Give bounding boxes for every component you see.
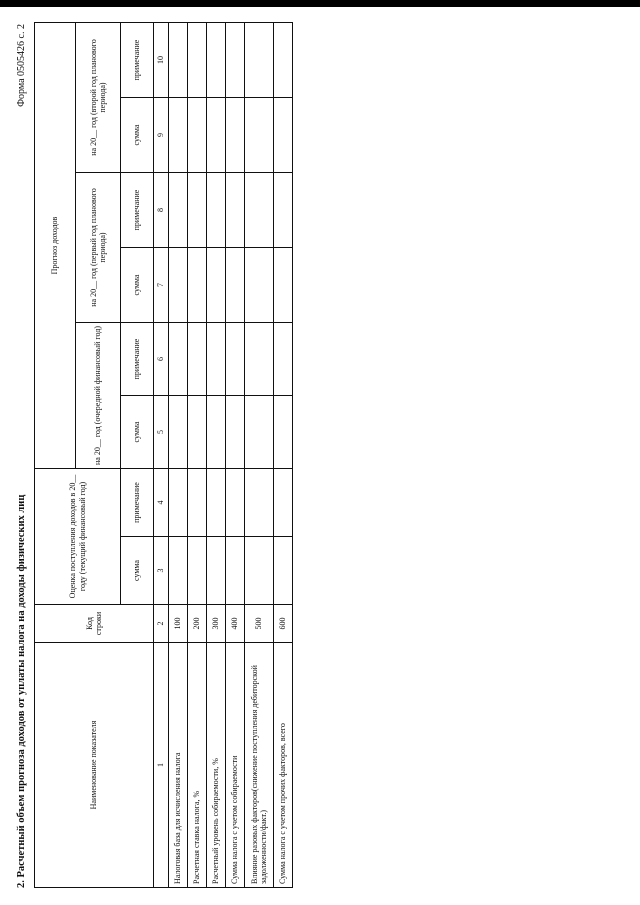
header-sum: сумма [121, 537, 154, 605]
table-row [245, 23, 274, 888]
row-code: 200 [188, 605, 207, 643]
header-sum: сумма [121, 396, 154, 469]
header-note: примечание [121, 469, 154, 537]
empty-cell [226, 23, 245, 98]
empty-cell [245, 469, 274, 537]
empty-cell [188, 98, 207, 173]
empty-cell [207, 323, 226, 396]
column-number: 5 [154, 396, 169, 469]
empty-cell [188, 323, 207, 396]
empty-cell [245, 396, 274, 469]
row-name: Расчетная ставка налога, % [188, 643, 207, 888]
column-number: 9 [154, 98, 169, 173]
empty-cell [169, 98, 188, 173]
empty-cell [274, 396, 293, 469]
header-forecast: Прогноз доходов [35, 23, 76, 469]
empty-cell [188, 173, 207, 248]
row-name: Сумма налога с учетом собираемости [226, 643, 245, 888]
header-year1: на 20__ год (очередной финансовый год) [76, 323, 121, 469]
empty-cell [169, 23, 188, 98]
empty-cell [207, 173, 226, 248]
empty-cell [188, 469, 207, 537]
header-name: Наименование показателя [35, 643, 154, 888]
empty-cell [169, 537, 188, 605]
header-note: примечание [121, 23, 154, 98]
empty-cell [274, 23, 293, 98]
row-name: Налоговая база для исчисления налога [169, 643, 188, 888]
table-row [169, 23, 188, 888]
column-number: 4 [154, 469, 169, 537]
rotated-form-page [12, 16, 612, 896]
forecast-table [34, 22, 293, 888]
header-estimate: Оценка поступления доходов в 20__ году (текущий финансовый год) [35, 469, 121, 605]
empty-cell [188, 23, 207, 98]
empty-cell [245, 537, 274, 605]
header-note: примечание [121, 323, 154, 396]
row-name: Расчетный уровень собираемости, % [207, 643, 226, 888]
row-code: 600 [274, 605, 293, 643]
empty-cell [169, 396, 188, 469]
empty-cell [226, 98, 245, 173]
empty-cell [274, 469, 293, 537]
column-number: 6 [154, 323, 169, 396]
empty-cell [274, 173, 293, 248]
empty-cell [207, 23, 226, 98]
empty-cell [207, 98, 226, 173]
empty-cell [226, 396, 245, 469]
header-row-1 [35, 23, 76, 888]
column-number: 3 [154, 537, 169, 605]
empty-cell [245, 248, 274, 323]
column-number: 7 [154, 248, 169, 323]
empty-cell [274, 537, 293, 605]
header-code: Код строки [35, 605, 154, 643]
top-border-bar [0, 0, 640, 7]
table-row [226, 23, 245, 888]
table-row [274, 23, 293, 888]
empty-cell [188, 537, 207, 605]
row-code: 300 [207, 605, 226, 643]
header-note: примечание [121, 173, 154, 248]
empty-cell [245, 98, 274, 173]
header-year3: на 20__ год (второй год планового периода) [76, 23, 121, 173]
empty-cell [169, 469, 188, 537]
column-number-row [154, 23, 169, 888]
empty-cell [169, 248, 188, 323]
empty-cell [226, 537, 245, 605]
empty-cell [207, 537, 226, 605]
row-code: 400 [226, 605, 245, 643]
section-title: 2. Расчетный объем прогноза доходов от уплаты налога на доходы физических лиц [16, 494, 27, 888]
table-row [207, 23, 226, 888]
header-sum: сумма [121, 248, 154, 323]
empty-cell [274, 248, 293, 323]
row-code: 500 [245, 605, 274, 643]
empty-cell [226, 323, 245, 396]
empty-cell [169, 173, 188, 248]
column-number: 8 [154, 173, 169, 248]
empty-cell [245, 173, 274, 248]
empty-cell [207, 469, 226, 537]
empty-cell [226, 469, 245, 537]
empty-cell [207, 396, 226, 469]
header-sum: сумма [121, 98, 154, 173]
empty-cell [245, 323, 274, 396]
empty-cell [245, 23, 274, 98]
empty-cell [274, 98, 293, 173]
table-row [188, 23, 207, 888]
row-name: Сумма налога с учетом прочих факторов, всего [274, 643, 293, 888]
empty-cell [188, 396, 207, 469]
empty-cell [207, 248, 226, 323]
empty-cell [274, 323, 293, 396]
column-number: 1 [154, 643, 169, 888]
empty-cell [169, 323, 188, 396]
row-name: Влияние разовых факторов(снижение поступления дебиторской задолженности/факт.) [245, 643, 274, 888]
column-number: 10 [154, 23, 169, 98]
form-code: Форма 0505426 с. 2 [16, 24, 27, 107]
empty-cell [188, 248, 207, 323]
empty-cell [226, 248, 245, 323]
header-year2: на 20__ год (первый год планового периода) [76, 173, 121, 323]
column-number: 2 [154, 605, 169, 643]
row-code: 100 [169, 605, 188, 643]
empty-cell [226, 173, 245, 248]
